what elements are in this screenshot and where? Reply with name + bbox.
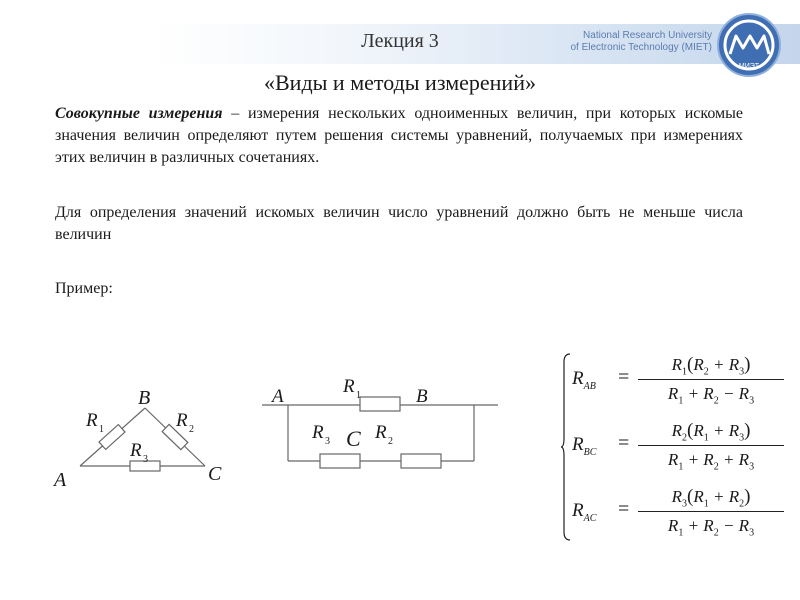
triangle-label-r1-sub: 1 xyxy=(99,424,104,435)
fraction xyxy=(638,418,784,473)
triangle-label-r1: R xyxy=(86,410,98,431)
triangle-label-r2-sub: 2 xyxy=(189,424,194,435)
bridge-label-r3-sub: 3 xyxy=(325,436,330,447)
triangle-node-a: A xyxy=(54,469,67,491)
equals-sign: = xyxy=(618,498,630,520)
den-sub-c: 3 xyxy=(749,395,755,407)
lhs-subscript: BC xyxy=(583,446,597,458)
numerator: $R_3(R_1 + R_2)$ xyxy=(671,486,751,510)
den-operator-2: + xyxy=(722,450,735,469)
numerator: $R_2(R_1 + R_3)$ xyxy=(671,420,751,444)
denominator: $R_1 + R_2 - R_3$ xyxy=(667,384,755,407)
bridge-label-r2: R xyxy=(375,422,387,443)
equation-row xyxy=(560,418,800,474)
num-sub-b: 1 xyxy=(703,498,709,510)
num-sub-c: 3 xyxy=(739,432,745,444)
term-cumulative-measurements: Совокупные измерения xyxy=(55,105,223,122)
equals-sign: = xyxy=(618,366,630,388)
num-sub-b: 2 xyxy=(703,366,709,378)
lhs-symbol: R xyxy=(572,500,584,521)
triangle-label-r3-sub: 3 xyxy=(143,454,148,465)
lhs-subscript: AC xyxy=(583,512,597,524)
rule-paragraph: Для определения значений искомых величин число уравнений должно быть не меньше числа величин xyxy=(55,204,743,243)
logo-text: МИЭТ xyxy=(738,63,760,70)
den-sub-b: 2 xyxy=(713,527,719,539)
equals-sign: = xyxy=(618,432,630,454)
bridge-label-r1-sub: 1 xyxy=(356,390,361,401)
equation-system xyxy=(560,352,800,542)
den-operator-2: − xyxy=(722,516,735,535)
triangle-circuit xyxy=(50,380,250,495)
equation-lhs xyxy=(572,434,596,458)
fraction xyxy=(638,352,784,407)
num-sub-c: 2 xyxy=(739,498,745,510)
fraction-bar xyxy=(638,445,784,446)
bridge-resistor-r1 xyxy=(360,397,400,411)
fraction-bar xyxy=(638,379,784,380)
equation-row xyxy=(560,352,800,408)
denominator: $R_1 + R_2 - R_3$ xyxy=(667,516,755,539)
fraction xyxy=(638,484,784,539)
num-sub-a: 1 xyxy=(681,366,687,378)
lhs-symbol: R xyxy=(572,434,584,455)
num-operator: + xyxy=(712,355,725,374)
university-line-2: of Electronic Technology (MIET) xyxy=(570,42,712,53)
bridge-node-b: B xyxy=(416,386,428,407)
num-sub-c: 3 xyxy=(739,366,745,378)
den-sub-c: 3 xyxy=(749,527,755,539)
equation-lhs xyxy=(572,368,596,392)
definition-text: – измерения нескольких одноименных величин, при которых искомые значения величин определяют путем решения системы уравнений, получаемых при измерениях этих величин в различных сочетаниях. xyxy=(55,105,744,166)
triangle-label-r2: R xyxy=(176,410,188,431)
den-sub-c: 3 xyxy=(749,461,755,473)
lecture-label: Лекция 3 xyxy=(361,30,439,52)
den-sub-a: 1 xyxy=(678,461,684,473)
university-line-1: National Research University xyxy=(583,30,712,41)
num-operator: + xyxy=(712,421,725,440)
bridge-node-a: A xyxy=(272,386,284,407)
num-operator: + xyxy=(712,487,725,506)
bridge-node-c: C xyxy=(346,426,361,451)
den-sub-a: 1 xyxy=(678,395,684,407)
equation-lhs xyxy=(572,500,596,524)
fraction-bar xyxy=(638,511,784,512)
num-sub-a: 2 xyxy=(681,432,687,444)
bridge-label-r3: R xyxy=(312,422,324,443)
den-sub-a: 1 xyxy=(678,527,684,539)
definition-paragraph xyxy=(55,103,743,169)
bridge-label-r2-sub: 2 xyxy=(388,436,393,447)
den-operator-1: + xyxy=(687,516,700,535)
den-sub-b: 2 xyxy=(713,461,719,473)
denominator: $R_1 + R_2 + R_3$ xyxy=(667,450,755,473)
bridge-circuit xyxy=(258,370,508,470)
den-operator-1: + xyxy=(687,384,700,403)
lhs-subscript: AB xyxy=(583,380,596,392)
num-sub-b: 1 xyxy=(703,432,709,444)
miet-logo xyxy=(716,12,782,78)
example-label: Пример: xyxy=(55,280,113,297)
bridge-resistor-r2 xyxy=(401,454,441,468)
den-operator-1: + xyxy=(687,450,700,469)
num-sub-a: 3 xyxy=(681,498,687,510)
university-name xyxy=(570,30,712,54)
den-sub-b: 2 xyxy=(713,395,719,407)
lhs-symbol: R xyxy=(572,368,584,389)
triangle-node-b: B xyxy=(138,387,151,409)
den-operator-2: − xyxy=(722,384,735,403)
equation-row xyxy=(560,484,800,540)
numerator: $R_1(R_2 + R_3)$ xyxy=(671,354,751,378)
bridge-label-r1: R xyxy=(343,376,355,397)
slide-title: «Виды и методы измерений» xyxy=(264,70,536,95)
triangle-node-c: C xyxy=(208,463,222,485)
bridge-resistor-r3 xyxy=(320,454,360,468)
triangle-label-r3: R xyxy=(130,440,142,461)
